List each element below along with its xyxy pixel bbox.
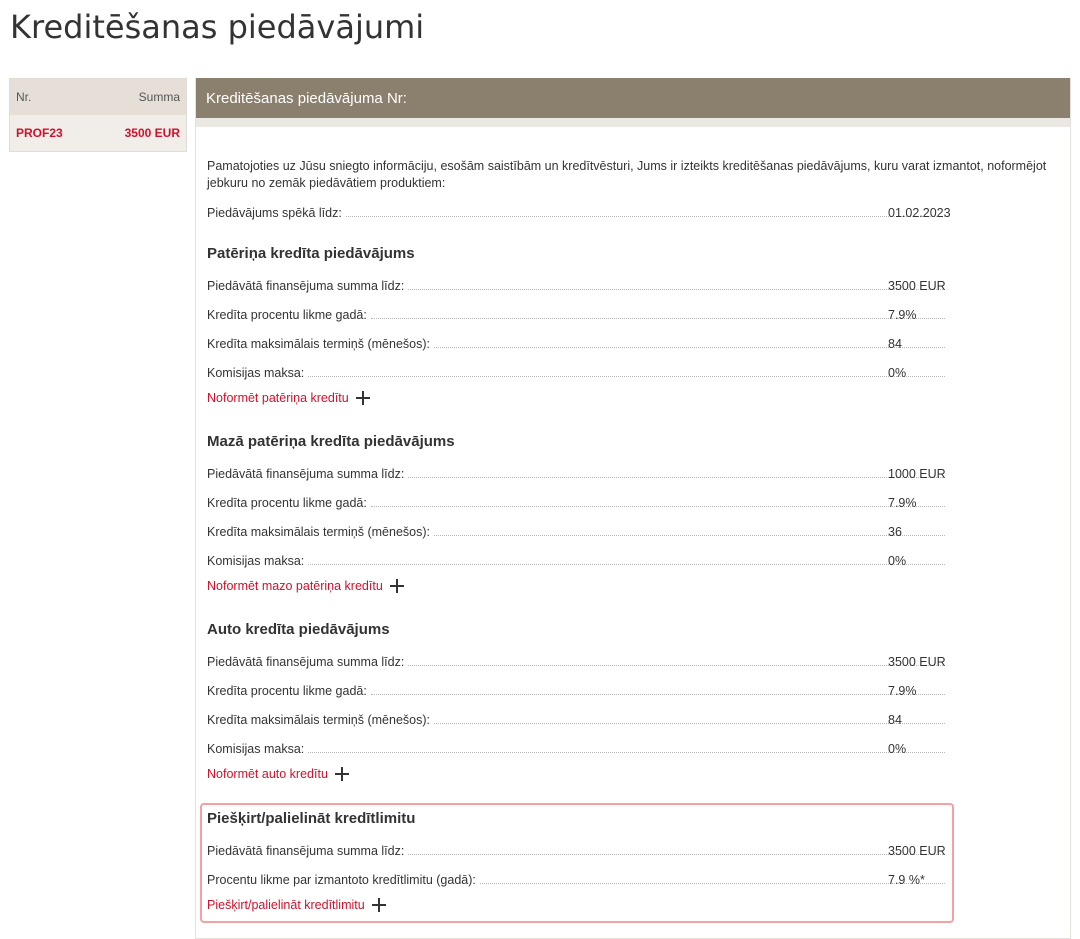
row-label: Piedāvātā finansējuma summa līdz: bbox=[207, 279, 405, 293]
credit-limit-title: Piešķirt/palielināt kredītlimitu bbox=[207, 810, 416, 827]
row-label: Kredīta procentu likme gadā: bbox=[207, 684, 367, 698]
offer-panel bbox=[195, 78, 1071, 939]
offer-row bbox=[207, 869, 949, 887]
dotted-leader bbox=[371, 505, 945, 507]
intro-text: Pamatojoties uz Jūsu sniegto informāciju, esošām saistībām un kredītvēsturi, Jums ir izteikts kreditēšanas piedāvājums, kuru varat izmantot, noformējot jebkuru no zemāk piedāvātiem produktiem: bbox=[207, 159, 1047, 190]
dotted-leader bbox=[346, 215, 945, 217]
offers-list-header bbox=[10, 79, 186, 115]
row-label: Komisijas maksa: bbox=[207, 554, 305, 568]
dotted-leader bbox=[408, 476, 945, 478]
row-value: 7.9% bbox=[888, 684, 917, 698]
action-label: Noformēt mazo patēriņa kredītu bbox=[207, 579, 383, 593]
offer-row bbox=[207, 840, 949, 858]
apply-auto-credit-link[interactable] bbox=[207, 767, 349, 781]
dotted-leader bbox=[434, 722, 945, 724]
offer-row bbox=[207, 304, 949, 322]
offer-row bbox=[207, 680, 949, 698]
row-value: 1000 EUR bbox=[888, 467, 946, 481]
row-value: 84 bbox=[888, 337, 902, 351]
auto-credit-title: Auto kredīta piedāvājums bbox=[207, 621, 390, 638]
dotted-leader bbox=[408, 288, 945, 290]
plus-icon[interactable] bbox=[390, 579, 404, 593]
row-value: 3500 EUR bbox=[888, 844, 946, 858]
offer-row bbox=[207, 709, 949, 727]
action-label: Noformēt patēriņa kredītu bbox=[207, 391, 349, 405]
row-label: Kredīta maksimālais termiņš (mēnešos): bbox=[207, 337, 430, 351]
valid-until-row bbox=[207, 202, 949, 220]
consumer-credit-title: Patēriņa kredīta piedāvājums bbox=[207, 245, 415, 262]
dotted-leader bbox=[480, 882, 945, 884]
row-value: 7.9% bbox=[888, 496, 917, 510]
dotted-leader bbox=[308, 751, 945, 753]
panel-subheader bbox=[196, 118, 1070, 127]
small-credit-title: Mazā patēriņa kredīta piedāvājums bbox=[207, 433, 455, 450]
row-value: 7.9% bbox=[888, 308, 917, 322]
apply-credit-limit-link[interactable] bbox=[207, 898, 386, 912]
valid-until-value: 01.02.2023 bbox=[888, 206, 951, 220]
offer-row bbox=[207, 651, 949, 669]
offer-row bbox=[207, 492, 949, 510]
action-label: Noformēt auto kredītu bbox=[207, 767, 328, 781]
offer-row bbox=[207, 463, 949, 481]
row-label: Kredīta maksimālais termiņš (mēnešos): bbox=[207, 525, 430, 539]
row-value: 36 bbox=[888, 525, 902, 539]
row-label: Komisijas maksa: bbox=[207, 366, 305, 380]
dotted-leader bbox=[434, 346, 945, 348]
row-value: 0% bbox=[888, 742, 907, 756]
offer-nr: PROF23 bbox=[16, 126, 63, 140]
row-value: 3500 EUR bbox=[888, 655, 946, 669]
row-label: Piedāvātā finansējuma summa līdz: bbox=[207, 844, 405, 858]
action-label: Piešķirt/palielināt kredītlimitu bbox=[207, 898, 365, 912]
row-label: Procentu likme par izmantoto kredītlimitu (gadā): bbox=[207, 873, 476, 887]
page-title: Kreditēšanas piedāvājumi bbox=[10, 8, 425, 46]
offer-row bbox=[207, 362, 949, 380]
dotted-leader bbox=[371, 317, 945, 319]
offer-row bbox=[207, 738, 949, 756]
apply-small-credit-link[interactable] bbox=[207, 579, 404, 593]
dotted-leader bbox=[308, 375, 945, 377]
row-value: 0% bbox=[888, 366, 907, 380]
offer-row bbox=[207, 521, 949, 539]
apply-consumer-credit-link[interactable] bbox=[207, 391, 370, 405]
valid-until-label: Piedāvājums spēkā līdz: bbox=[207, 206, 342, 220]
row-label: Kredīta procentu likme gadā: bbox=[207, 308, 367, 322]
row-label: Komisijas maksa: bbox=[207, 742, 305, 756]
row-value: 84 bbox=[888, 713, 902, 727]
panel-header: Kreditēšanas piedāvājuma Nr: bbox=[196, 78, 1070, 118]
offer-row bbox=[207, 550, 949, 568]
dotted-leader bbox=[308, 563, 945, 565]
dotted-leader bbox=[408, 664, 945, 666]
offer-row bbox=[207, 275, 949, 293]
offers-list bbox=[9, 78, 187, 152]
row-label: Piedāvātā finansējuma summa līdz: bbox=[207, 655, 405, 669]
offer-row bbox=[207, 333, 949, 351]
dotted-leader bbox=[371, 693, 945, 695]
row-label: Kredīta maksimālais termiņš (mēnešos): bbox=[207, 713, 430, 727]
offer-sum: 3500 EUR bbox=[124, 126, 180, 140]
column-header-sum: Summa bbox=[138, 90, 180, 104]
column-header-nr: Nr. bbox=[16, 90, 32, 104]
row-value: 0% bbox=[888, 554, 907, 568]
row-label: Kredīta procentu likme gadā: bbox=[207, 496, 367, 510]
row-label: Piedāvātā finansējuma summa līdz: bbox=[207, 467, 405, 481]
plus-icon[interactable] bbox=[356, 391, 370, 405]
plus-icon[interactable] bbox=[335, 767, 349, 781]
plus-icon[interactable] bbox=[372, 898, 386, 912]
offer-row[interactable] bbox=[10, 115, 186, 151]
row-value: 7.9 %* bbox=[888, 873, 925, 887]
dotted-leader bbox=[434, 534, 945, 536]
row-value: 3500 EUR bbox=[888, 279, 946, 293]
dotted-leader bbox=[408, 853, 945, 855]
